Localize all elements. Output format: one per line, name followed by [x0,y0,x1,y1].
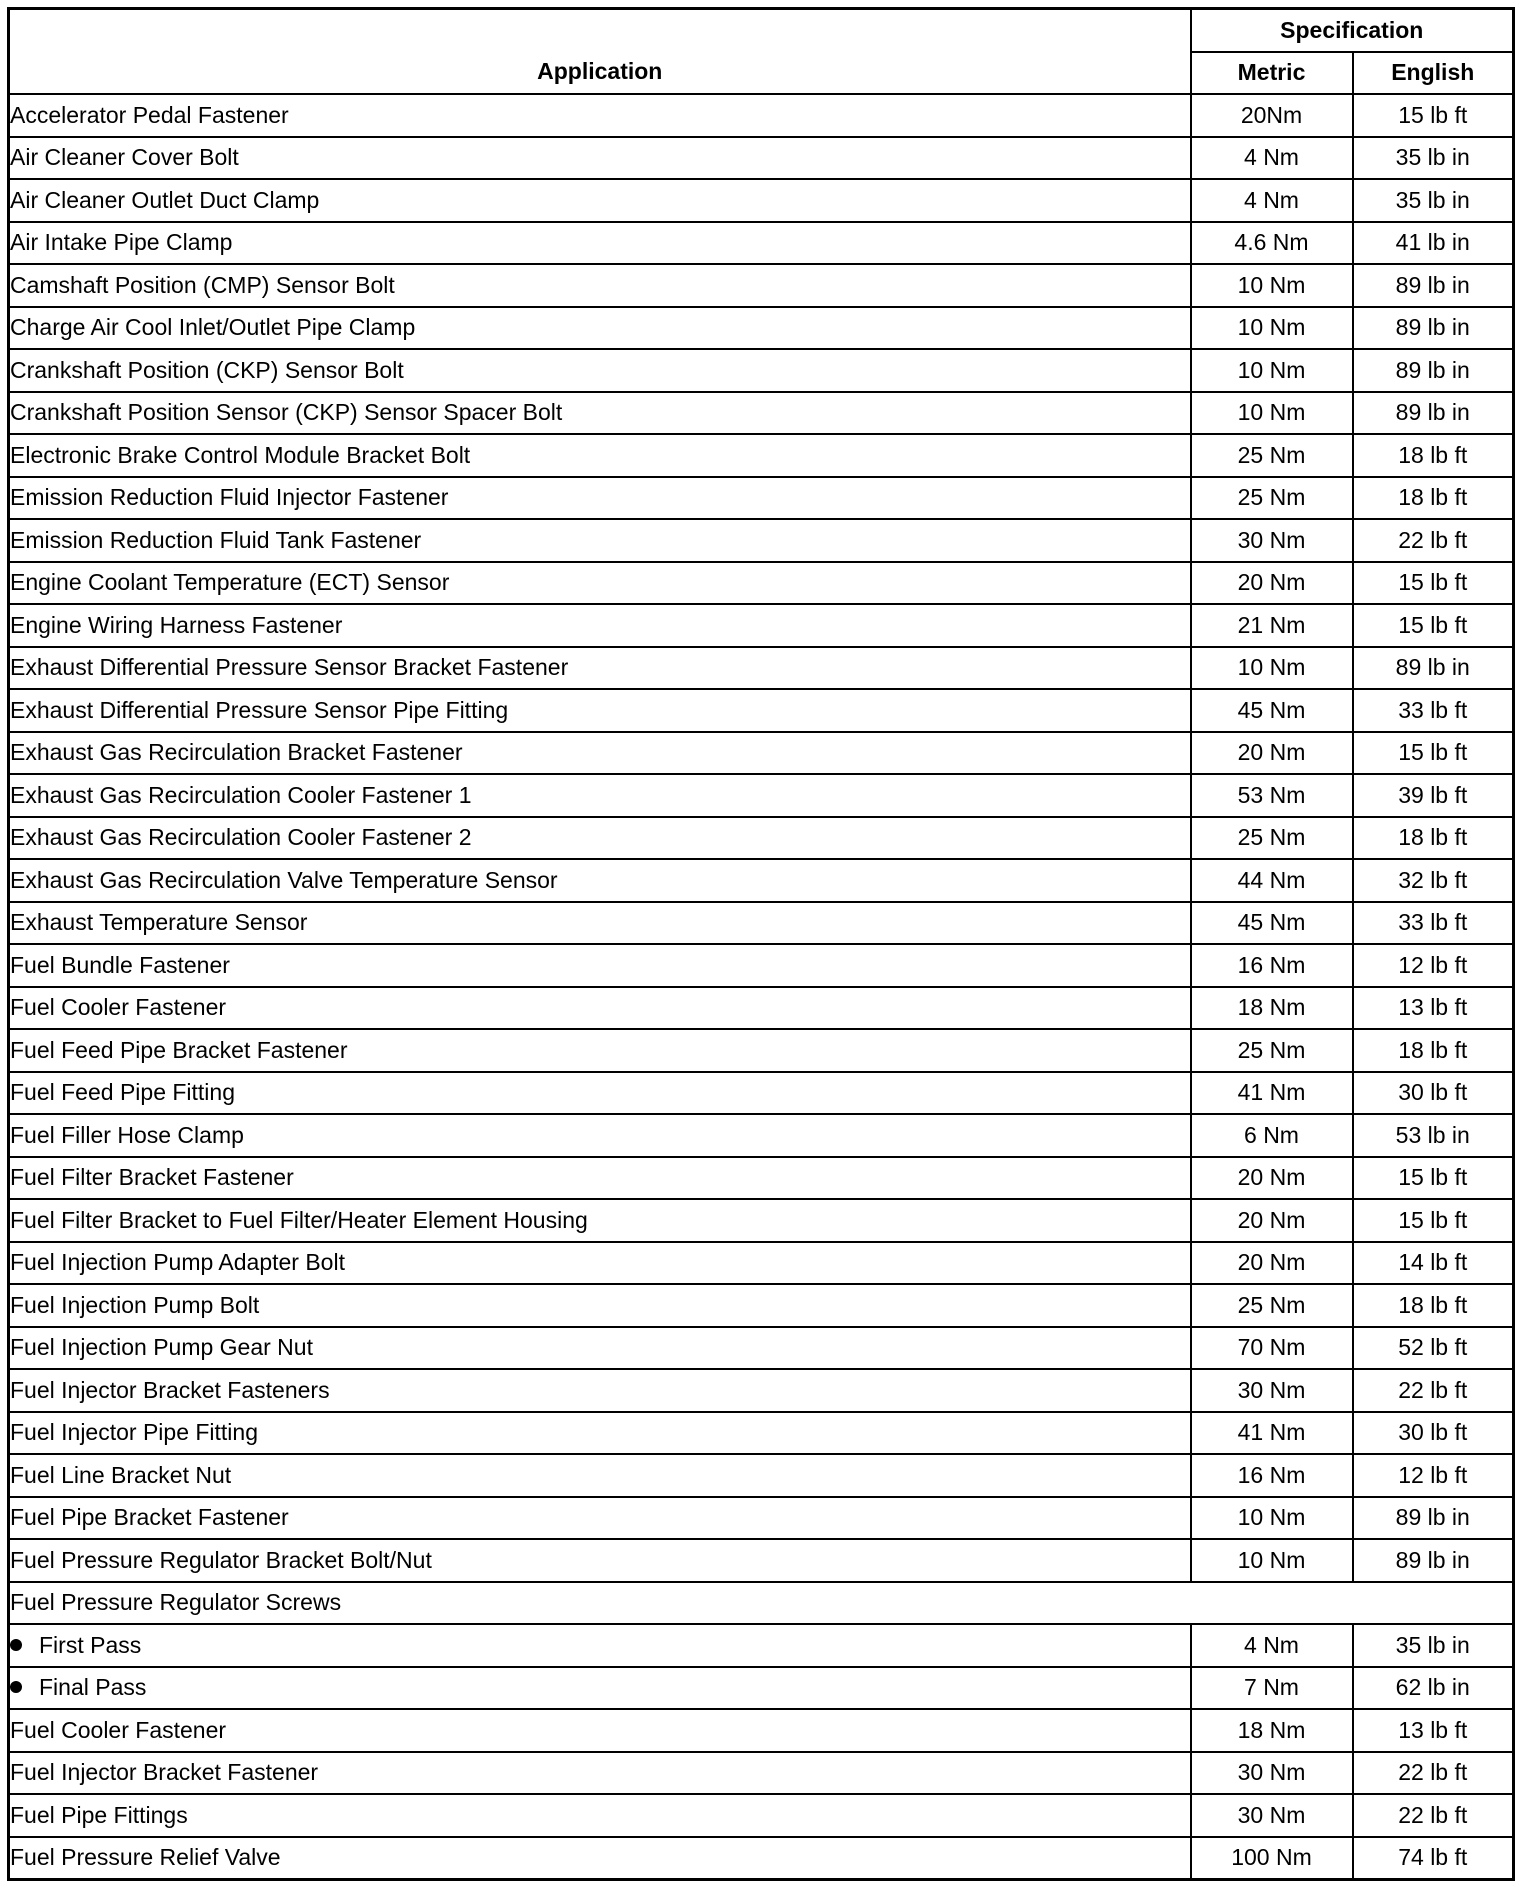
table-row [9,1794,1514,1837]
english-value: 33 lb ft [1353,689,1514,732]
application-cell [9,1454,1191,1497]
table-row [9,1752,1514,1795]
application-cell [9,604,1191,647]
application-cell [9,1624,1191,1667]
application-label: Air Cleaner Cover Bolt [10,144,239,171]
table-header [9,9,1514,95]
application-label: Charge Air Cool Inlet/Outlet Pipe Clamp [10,314,416,341]
table-row [9,222,1514,265]
english-value: 32 lb ft [1353,859,1514,902]
metric-value: 4.6 Nm [1191,222,1353,265]
table-row [9,179,1514,222]
table-row [9,1327,1514,1370]
english-value: 13 lb ft [1353,987,1514,1030]
application-label: Fuel Injection Pump Gear Nut [10,1334,313,1361]
english-value: 89 lb in [1353,264,1514,307]
application-label: Fuel Injection Pump Adapter Bolt [10,1249,345,1276]
application-cell [9,647,1191,690]
application-label: Final Pass [39,1674,147,1701]
table-row [9,774,1514,817]
english-value: 15 lb ft [1353,1199,1514,1242]
application-cell [9,477,1191,520]
application-label: Fuel Line Bracket Nut [10,1461,232,1488]
application-label: Engine Wiring Harness Fastener [10,611,343,638]
english-header: English [1353,52,1514,95]
table-row [9,1284,1514,1327]
application-cell [9,689,1191,732]
metric-value: 16 Nm [1191,1454,1353,1497]
english-value: 22 lb ft [1353,519,1514,562]
english-value: 33 lb ft [1353,902,1514,945]
table-row [9,902,1514,945]
application-label: Fuel Pipe Fittings [10,1801,188,1828]
table-row [9,1369,1514,1412]
application-label: Fuel Pressure Regulator Screws [10,1589,342,1616]
application-cell [9,264,1191,307]
metric-value: 6 Nm [1191,1114,1353,1157]
english-value: 22 lb ft [1353,1752,1514,1795]
english-value: 18 lb ft [1353,434,1514,477]
table-row [9,1539,1514,1582]
metric-value: 25 Nm [1191,817,1353,860]
application-label: Crankshaft Position Sensor (CKP) Sensor Spacer Bolt [10,399,563,426]
table-row [9,732,1514,775]
table-row [9,1624,1514,1667]
application-cell [9,817,1191,860]
table-row [9,392,1514,435]
table-row [9,689,1514,732]
metric-value: 7 Nm [1191,1667,1353,1710]
metric-value: 20 Nm [1191,1199,1353,1242]
application-label: Air Cleaner Outlet Duct Clamp [10,186,320,213]
application-cell [9,1199,1191,1242]
application-label: Exhaust Gas Recirculation Cooler Fastener 1 [10,781,472,808]
english-value: 39 lb ft [1353,774,1514,817]
table-row [9,1582,1514,1625]
english-value: 35 lb in [1353,137,1514,180]
bullet-icon [10,1681,22,1693]
metric-value: 10 Nm [1191,307,1353,350]
application-cell [9,349,1191,392]
metric-value: 25 Nm [1191,477,1353,520]
metric-value: 20 Nm [1191,1157,1353,1200]
english-value: 15 lb ft [1353,562,1514,605]
application-cell [9,774,1191,817]
table-row [9,477,1514,520]
application-cell [9,732,1191,775]
application-cell [9,1157,1191,1200]
application-label: Fuel Pressure Regulator Bracket Bolt/Nut [10,1546,432,1573]
application-cell [9,1327,1191,1370]
application-cell [9,434,1191,477]
table-row [9,1667,1514,1710]
application-label: Engine Coolant Temperature (ECT) Sensor [10,569,450,596]
application-label: Crankshaft Position (CKP) Sensor Bolt [10,356,404,383]
application-label: Emission Reduction Fluid Injector Fastener [10,484,449,511]
application-cell [9,1497,1191,1540]
application-label: Camshaft Position (CMP) Sensor Bolt [10,271,395,298]
english-value: 89 lb in [1353,1539,1514,1582]
table-row [9,1029,1514,1072]
metric-value: 100 Nm [1191,1837,1353,1880]
application-label: Air Intake Pipe Clamp [10,229,233,256]
application-label: Fuel Bundle Fastener [10,951,230,978]
table-row [9,562,1514,605]
english-value: 18 lb ft [1353,477,1514,520]
torque-spec-table [7,7,1515,1881]
metric-value: 30 Nm [1191,519,1353,562]
application-label: Accelerator Pedal Fastener [10,101,289,128]
table-row [9,349,1514,392]
table-row [9,987,1514,1030]
english-value: 35 lb in [1353,1624,1514,1667]
application-cell [9,1412,1191,1455]
application-cell [9,1369,1191,1412]
application-label: Electronic Brake Control Module Bracket Bolt [10,441,471,468]
application-label: Fuel Filter Bracket Fastener [10,1164,294,1191]
metric-value: 4 Nm [1191,137,1353,180]
metric-value: 20 Nm [1191,732,1353,775]
application-label: First Pass [39,1631,142,1658]
bullet-icon [10,1639,22,1651]
table-row [9,859,1514,902]
metric-value: 10 Nm [1191,647,1353,690]
table-row [9,1709,1514,1752]
application-cell [9,1752,1191,1795]
application-cell [9,1284,1191,1327]
application-cell [9,1837,1191,1880]
metric-value: 30 Nm [1191,1752,1353,1795]
application-cell [9,222,1191,265]
english-value: 89 lb in [1353,307,1514,350]
metric-value: 25 Nm [1191,1284,1353,1327]
application-cell [9,179,1191,222]
metric-value: 70 Nm [1191,1327,1353,1370]
application-label: Fuel Pipe Bracket Fastener [10,1504,289,1531]
english-value: 74 lb ft [1353,1837,1514,1880]
metric-value: 45 Nm [1191,689,1353,732]
english-value: 22 lb ft [1353,1369,1514,1412]
table-row [9,1199,1514,1242]
table-row [9,1157,1514,1200]
metric-value: 10 Nm [1191,264,1353,307]
application-label: Fuel Injector Bracket Fasteners [10,1376,330,1403]
metric-value: 44 Nm [1191,859,1353,902]
application-cell [9,307,1191,350]
application-label: Exhaust Gas Recirculation Cooler Fastener 2 [10,824,472,851]
application-cell [9,1794,1191,1837]
specification-header: Specification [1191,9,1514,52]
application-label: Fuel Pressure Relief Valve [10,1844,281,1871]
application-cell [9,1114,1191,1157]
english-value: 89 lb in [1353,349,1514,392]
table-row [9,1412,1514,1455]
table-row [9,519,1514,562]
english-value: 18 lb ft [1353,817,1514,860]
metric-value: 18 Nm [1191,987,1353,1030]
english-value: 15 lb ft [1353,732,1514,775]
english-value: 13 lb ft [1353,1709,1514,1752]
application-cell [9,1242,1191,1285]
english-value: 53 lb in [1353,1114,1514,1157]
table-row [9,1454,1514,1497]
application-label: Fuel Cooler Fastener [10,1716,227,1743]
english-value: 89 lb in [1353,647,1514,690]
table-row [9,434,1514,477]
english-value: 14 lb ft [1353,1242,1514,1285]
application-header: Application [9,9,1191,95]
application-label: Exhaust Gas Recirculation Valve Temperature Sensor [10,866,558,893]
metric-value: 25 Nm [1191,434,1353,477]
table-row [9,944,1514,987]
metric-value: 20 Nm [1191,1242,1353,1285]
english-value: 52 lb ft [1353,1327,1514,1370]
metric-value: 4 Nm [1191,1624,1353,1667]
application-cell [9,1582,1514,1625]
table-body [9,94,1514,1880]
metric-value: 20Nm [1191,94,1353,137]
table-row [9,137,1514,180]
application-cell [9,392,1191,435]
application-cell [9,94,1191,137]
english-value: 18 lb ft [1353,1284,1514,1327]
english-value: 15 lb ft [1353,604,1514,647]
english-value: 89 lb in [1353,392,1514,435]
english-value: 30 lb ft [1353,1412,1514,1455]
english-value: 15 lb ft [1353,1157,1514,1200]
application-cell [9,1539,1191,1582]
metric-value: 10 Nm [1191,1497,1353,1540]
application-cell [9,1709,1191,1752]
application-label: Fuel Feed Pipe Fitting [10,1079,236,1106]
table-row [9,94,1514,137]
metric-value: 53 Nm [1191,774,1353,817]
english-value: 22 lb ft [1353,1794,1514,1837]
table-row [9,817,1514,860]
application-cell [9,987,1191,1030]
metric-value: 4 Nm [1191,179,1353,222]
application-cell [9,562,1191,605]
metric-value: 10 Nm [1191,392,1353,435]
application-cell [9,1072,1191,1115]
application-cell [9,944,1191,987]
application-label: Fuel Filler Hose Clamp [10,1121,244,1148]
metric-value: 25 Nm [1191,1029,1353,1072]
english-value: 18 lb ft [1353,1029,1514,1072]
english-value: 12 lb ft [1353,1454,1514,1497]
metric-value: 41 Nm [1191,1412,1353,1455]
english-value: 12 lb ft [1353,944,1514,987]
application-label: Emission Reduction Fluid Tank Fastener [10,526,422,553]
english-value: 62 lb in [1353,1667,1514,1710]
application-label: Fuel Filter Bracket to Fuel Filter/Heater Element Housing [10,1206,588,1233]
application-label: Fuel Feed Pipe Bracket Fastener [10,1036,348,1063]
application-cell [9,1667,1191,1710]
english-value: 41 lb in [1353,222,1514,265]
application-label: Exhaust Temperature Sensor [10,909,308,936]
table-row [9,647,1514,690]
application-label: Fuel Injection Pump Bolt [10,1291,260,1318]
metric-value: 10 Nm [1191,1539,1353,1582]
table-row [9,1242,1514,1285]
table-row [9,1837,1514,1880]
english-value: 15 lb ft [1353,94,1514,137]
application-label: Exhaust Gas Recirculation Bracket Fastener [10,739,463,766]
application-cell [9,1029,1191,1072]
application-label: Fuel Injector Pipe Fitting [10,1419,259,1446]
metric-value: 45 Nm [1191,902,1353,945]
table-row [9,307,1514,350]
application-cell [9,137,1191,180]
application-cell [9,902,1191,945]
metric-value: 21 Nm [1191,604,1353,647]
metric-value: 16 Nm [1191,944,1353,987]
metric-value: 20 Nm [1191,562,1353,605]
english-value: 35 lb in [1353,179,1514,222]
metric-value: 30 Nm [1191,1369,1353,1412]
table-row [9,1497,1514,1540]
metric-value: 41 Nm [1191,1072,1353,1115]
metric-header: Metric [1191,52,1353,95]
application-label: Fuel Cooler Fastener [10,994,227,1021]
metric-value: 30 Nm [1191,1794,1353,1837]
metric-value: 10 Nm [1191,349,1353,392]
metric-value: 18 Nm [1191,1709,1353,1752]
table-row [9,604,1514,647]
table-row [9,1114,1514,1157]
application-cell [9,859,1191,902]
table-row [9,264,1514,307]
english-value: 89 lb in [1353,1497,1514,1540]
application-label: Exhaust Differential Pressure Sensor Bracket Fastener [10,654,569,681]
application-cell [9,519,1191,562]
english-value: 30 lb ft [1353,1072,1514,1115]
application-label: Fuel Injector Bracket Fastener [10,1759,319,1786]
table-row [9,1072,1514,1115]
application-label: Exhaust Differential Pressure Sensor Pipe Fitting [10,696,509,723]
